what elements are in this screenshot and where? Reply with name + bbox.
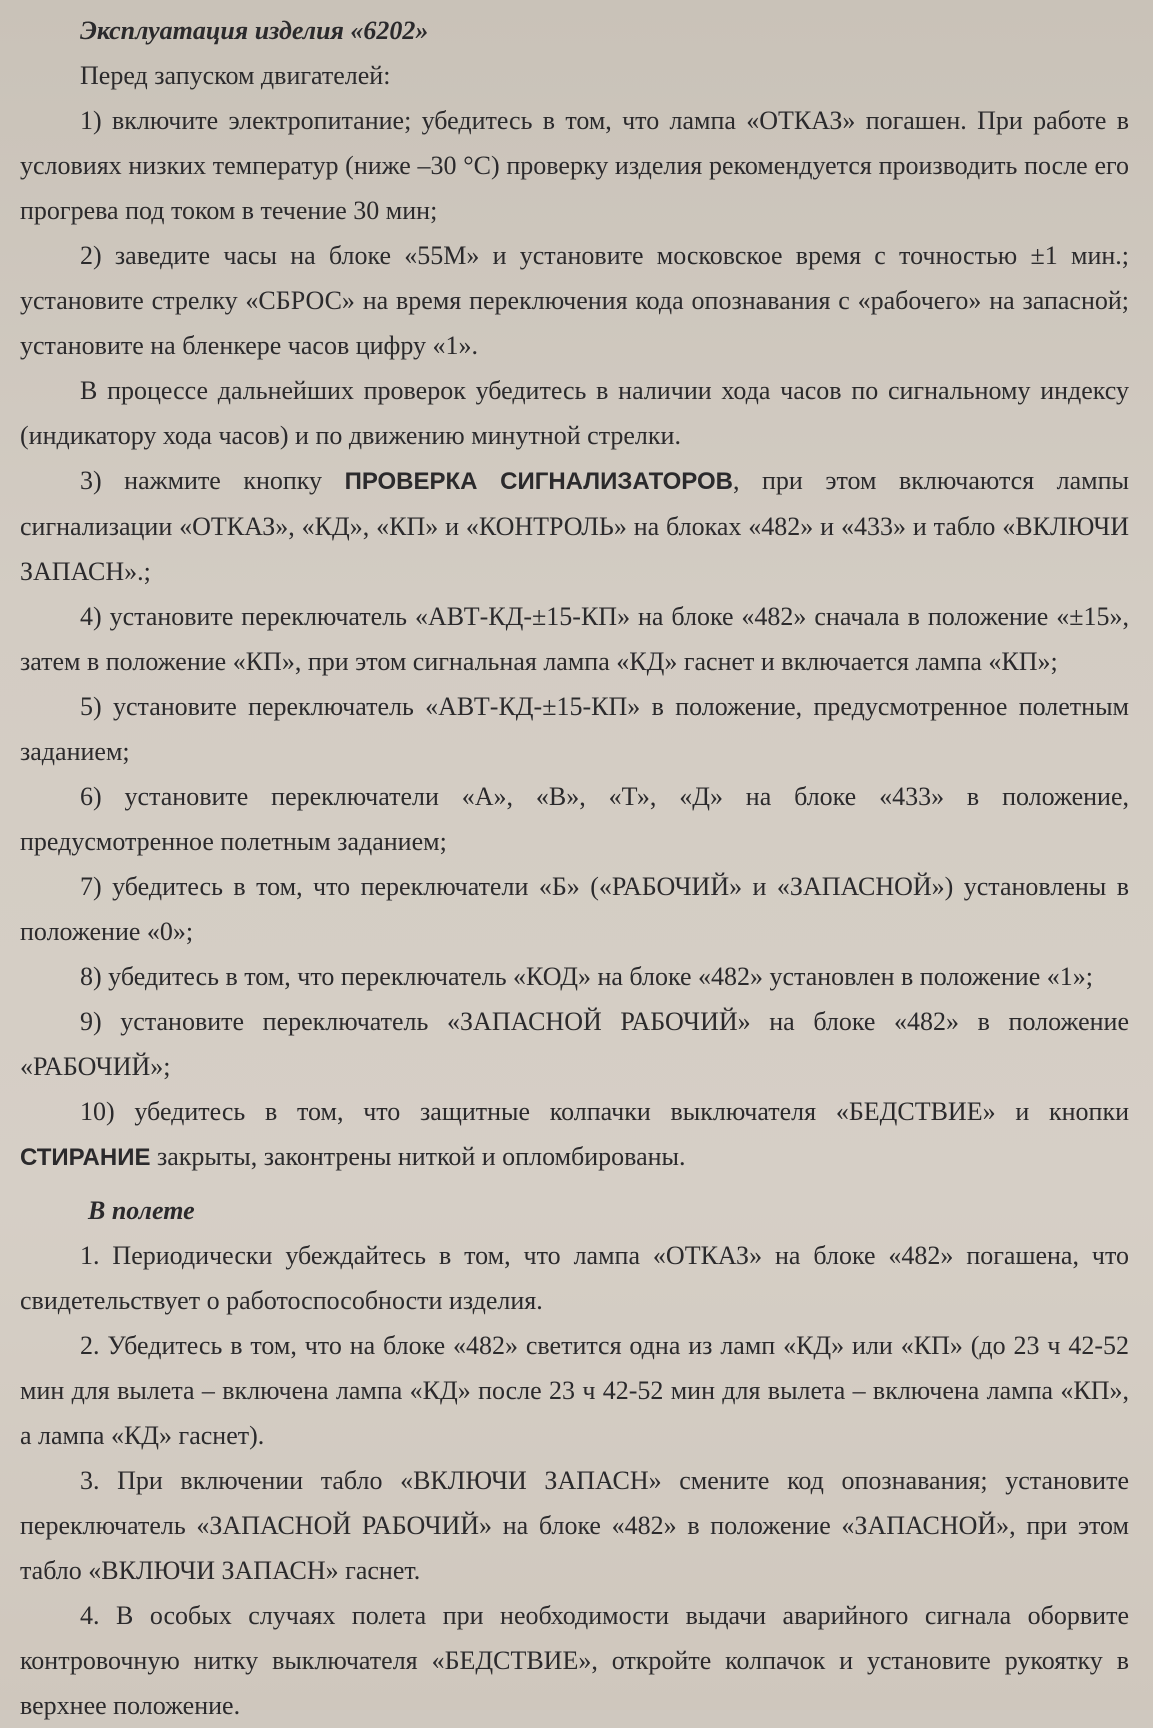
flight-item-2: 2. Убедитесь в том, что на блоке «482» светится одна из ламп «КД» или «КП» (до 23 ч 42-52 мин для вылета – включена лампа «КД» после 23 ч 42-52 мин для вылета – включена лампа «КП», а лампа «КД» гаснет). xyxy=(20,1331,1129,1450)
step-1: 1) включите электропитание; убедитесь в том, что лампа «ОТКАЗ» погашен. При работе в условиях низких температур (ниже –30 °С) проверку изделия рекомендуется производить после его прогрева под током в течение 30 мин; xyxy=(20,106,1129,225)
step-7: 7) убедитесь в том, что переключатели «Б» («РАБОЧИЙ» и «ЗАПАСНОЙ») установлены в положение «0»; xyxy=(20,872,1129,946)
check-signals-button-label: ПРОВЕРКА СИГНАЛИЗАТОРОВ xyxy=(344,468,733,495)
step-3 xyxy=(20,458,1129,594)
flight-section-heading: В полете xyxy=(88,1196,195,1225)
step-10-text-end: закрыты, законтрены ниткой и опломбированы. xyxy=(150,1142,686,1171)
erase-button-label: СТИРАНИЕ xyxy=(20,1144,151,1171)
clock-note: В процессе дальнейших проверок убедитесь в наличии хода часов по сигнальному индексу (индикатору хода часов) и по движению минутной стрелки. xyxy=(20,376,1129,450)
step-6: 6) установите переключатели «А», «В», «Т», «Д» на блоке «433» в положение, предусмотренное полетным заданием; xyxy=(20,782,1129,856)
step-8: 8) убедитесь в том, что переключатель «КОД» на блоке «482» установлен в положение «1»; xyxy=(80,962,1093,991)
flight-item-1: 1. Периодически убеждайтесь в том, что лампа «ОТКАЗ» на блоке «482» погашена, что свидетельствует о работоспособности изделия. xyxy=(20,1241,1129,1315)
step-3-text-start: 3) нажмите кнопку xyxy=(80,466,345,495)
flight-item-4: 4. В особых случаях полета при необходимости выдачи аварийного сигнала оборвите контровочную нитку выключателя «БЕДСТВИЕ», откройте колпачок и установите рукоятку в верхнее положение. xyxy=(20,1601,1129,1720)
document-title: Эксплуатация изделия «6202» xyxy=(80,16,429,45)
step-5: 5) установите переключатель «АВТ-КД-±15-КП» в положение, предусмотренное полетным заданием; xyxy=(20,692,1129,766)
step-10-text-start: 10) убедитесь в том, что защитные колпачки выключателя «БЕДСТВИЕ» и кнопки xyxy=(80,1097,1129,1126)
flight-item-3: 3. При включении табло «ВКЛЮЧИ ЗАПАСН» смените код опознавания; установите переключатель «ЗАПАСНОЙ РАБОЧИЙ» на блоке «482» в положение «ЗАПАСНОЙ», при этом табло «ВКЛЮЧИ ЗАПАСН» гаснет. xyxy=(20,1466,1129,1585)
step-4: 4) установите переключатель «АВТ-КД-±15-КП» на блоке «482» сначала в положение «±15», затем в положение «КП», при этом сигнальная лампа «КД» гаснет и включается лампа «КП»; xyxy=(20,602,1129,676)
step-2: 2) заведите часы на блоке «55М» и установите московское время с точностью ±1 мин.; установите стрелку «СБРОС» на время переключения кода опознавания с «рабочего» на запасной; установите на бленкере часов цифру «1». xyxy=(20,241,1129,360)
step-9: 9) установите переключатель «ЗАПАСНОЙ РАБОЧИЙ» на блоке «482» в положение «РАБОЧИЙ»; xyxy=(20,1007,1129,1081)
step-3-text-end: , при этом включаются лампы сигнализации «ОТКАЗ», «КД», «КП» и «КОНТРОЛЬ» на блоках «482» и «433» и табло «ВКЛЮЧИ ЗАПАСН».; xyxy=(20,466,1129,586)
step-10 xyxy=(20,1089,1129,1180)
intro-line: Перед запуском двигателей: xyxy=(80,61,391,90)
